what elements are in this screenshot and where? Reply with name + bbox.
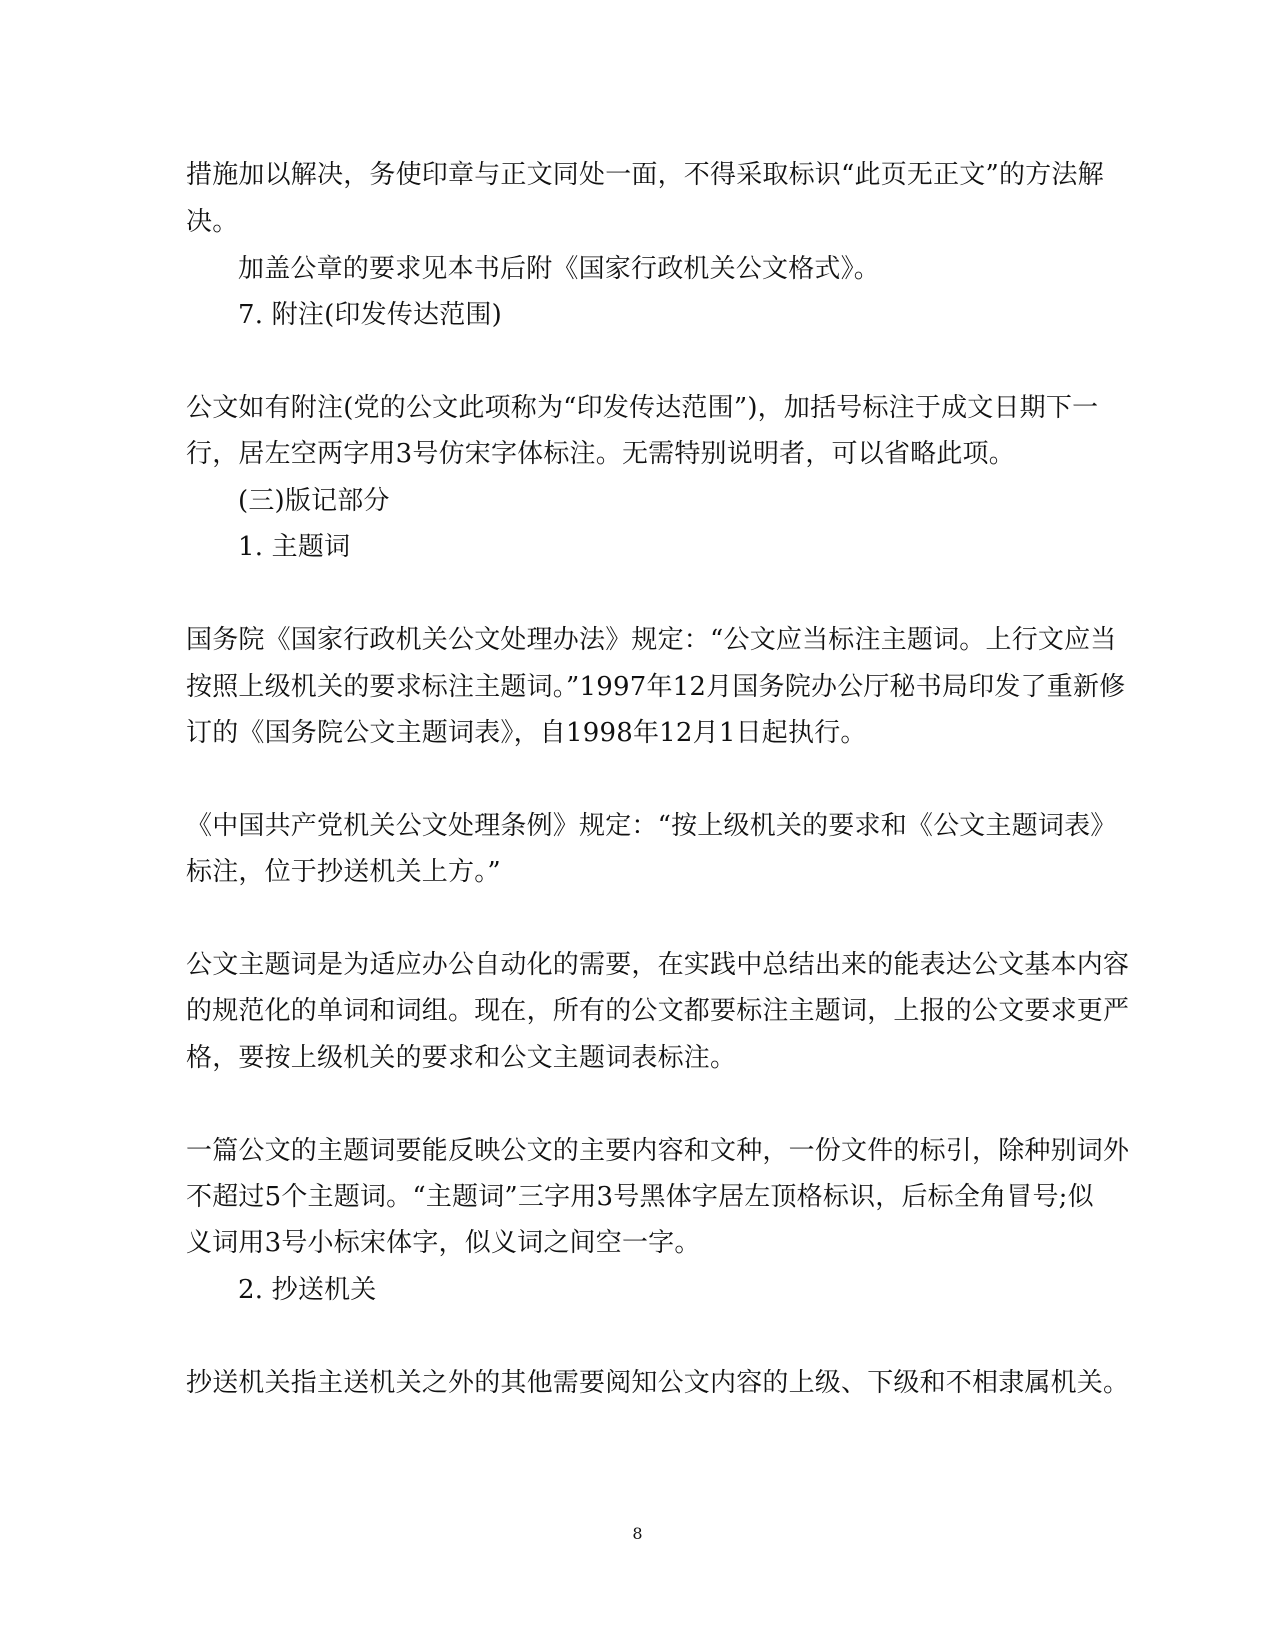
section-heading: 7. 附注(印发传达范围) <box>238 300 502 330</box>
page-number: 8 <box>632 1524 643 1543</box>
body-text-line: 的规范化的单词和词组。现在，所有的公文都要标注主题词，上报的公文要求更严 <box>186 996 1130 1026</box>
body-text-line: 公文如有附注(党的公文此项称为“印发传达范围”)，加括号标注于成文日期下一 <box>186 393 1099 423</box>
section-heading: 1. 主题词 <box>238 532 351 562</box>
body-text-line: 义词用3号小标宋体字，似义词之间空一字。 <box>186 1228 701 1258</box>
body-text-line: 《中国共产党机关公文处理条例》规定：“按上级机关的要求和《公文主题词表》 <box>186 811 1117 841</box>
section-heading: 2. 抄送机关 <box>238 1275 377 1305</box>
section-heading: (三)版记部分 <box>238 486 390 516</box>
body-text-line: 公文主题词是为适应办公自动化的需要，在实践中总结出来的能表达公文基本内容 <box>186 950 1130 980</box>
body-text-line: 措施加以解决，务使印章与正文同处一面，不得采取标识“此页无正文”的方法解 <box>186 160 1104 190</box>
body-text-line: 决。 <box>186 207 239 237</box>
body-text-line: 订的《国务院公文主题词表》，自1998年12月1日起执行。 <box>186 718 867 748</box>
body-text-line: 抄送机关指主送机关之外的其他需要阅知公文内容的上级、下级和不相隶属机关。 <box>186 1368 1130 1398</box>
body-text-line: 行，居左空两字用3号仿宋字体标注。无需特别说明者，可以省略此项。 <box>186 439 1015 469</box>
body-text-line: 标注，位于抄送机关上方。” <box>186 857 501 887</box>
body-text-line: 加盖公章的要求见本书后附《国家行政机关公文格式》。 <box>238 254 881 284</box>
body-text-line: 按照上级机关的要求标注主题词。”1997年12月国务院办公厅秘书局印发了重新修 <box>186 672 1126 702</box>
body-text-line: 格，要按上级机关的要求和公文主题词表标注。 <box>186 1043 737 1073</box>
body-text-line: 不超过5个主题词。“主题词”三字用3号黑体字居左顶格标识，后标全角冒号;似 <box>186 1182 1094 1212</box>
body-text-line: 国务院《国家行政机关公文处理办法》规定：“公文应当标注主题词。上行文应当 <box>186 625 1117 655</box>
body-text-line: 一篇公文的主题词要能反映公文的主要内容和文种，一份文件的标引，除种别词外 <box>186 1136 1130 1166</box>
